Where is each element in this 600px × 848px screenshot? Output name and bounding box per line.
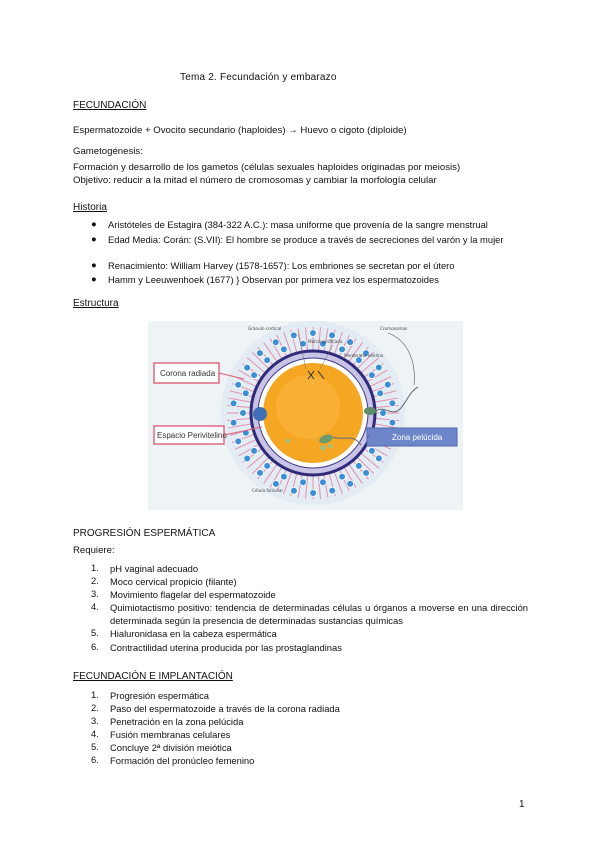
corona-cell <box>281 346 288 353</box>
list-item: 1. Progresión espermática <box>91 689 210 701</box>
list-item: ● Edad Media: Corán: (S.VII): El hombre se produce a través de secreciones del varón y la mujer <box>91 233 504 245</box>
corona-cell <box>257 470 264 477</box>
corona-cell <box>240 410 247 417</box>
corona-cell <box>281 473 288 480</box>
corona-cell <box>380 410 387 417</box>
corona-cell <box>300 479 307 486</box>
list-item: ● Renacimiento: William Harvey (1578-1657): Los embriones se secretan por el útero <box>91 259 455 271</box>
list-item: ● Hamm y Leeuwenhoek (1677) } Observan por primera vez los espermatozoides <box>91 273 439 285</box>
list-item: 2. Paso del espermatozoide a través de la corona radiada <box>91 702 340 714</box>
corona-cell <box>310 490 317 497</box>
corona-cell <box>291 487 298 494</box>
corona-cell <box>251 447 258 454</box>
section-heading-progresion: PROGRESIÓN ESPERMÁTICA <box>73 528 216 539</box>
list-item: 6. Formación del pronúcleo femenino <box>91 754 255 766</box>
corona-cell <box>329 332 336 339</box>
corona-cell <box>235 381 242 388</box>
polar-body <box>253 407 267 421</box>
equation-line: Espermatozoide + Ovocito secundario (haploides) → Huevo o cigoto (diploide) <box>73 125 407 136</box>
list-item: 1. pH vaginal adecuado <box>91 562 199 574</box>
section-heading-historia: Historia <box>73 202 107 213</box>
corona-cell <box>375 364 382 371</box>
corona-cell <box>389 400 396 407</box>
label-membrana: Membrana vitelina <box>344 353 384 358</box>
corona-cell <box>389 419 396 426</box>
callout-corona-text: Corona radiada <box>160 369 216 378</box>
corona-cell <box>257 350 264 357</box>
corona-cell <box>230 419 237 426</box>
corona-cell <box>355 463 362 470</box>
section-heading-fecundacion: FECUNDACIÓN <box>73 100 147 111</box>
gametogenesis-objective: Objetivo: reducir a la mitad el número de cromosomas y cambiar la morfología celular <box>73 175 437 186</box>
gametogenesis-definition: Formación y desarrollo de los gametos (células sexuales haploides originadas por meiosis) <box>73 162 461 173</box>
corona-cell <box>230 400 237 407</box>
corona-cell <box>300 340 307 347</box>
corona-cell <box>264 357 271 364</box>
page-number: 1 <box>519 799 525 810</box>
corona-cell <box>272 339 279 346</box>
label-matriz: Matriz gelificada <box>308 339 343 344</box>
list-item: 2. Moco cervical propicio (filante) <box>91 575 237 587</box>
corona-cell <box>347 480 354 487</box>
requires-label: Requiere: <box>73 545 115 556</box>
corona-cell <box>242 390 249 397</box>
list-item: 6. Contractilidad uterina producida por las prostaglandinas <box>91 641 342 653</box>
corona-cell <box>320 479 327 486</box>
document-title: Tema 2. Fecundación y embarazo <box>180 72 337 83</box>
corona-cell <box>384 381 391 388</box>
label-granulo-cortical: Gránulo cortical <box>248 326 282 331</box>
label-celula-folicular: Célula folicular <box>252 488 284 493</box>
corona-cell <box>347 339 354 346</box>
corona-cell <box>244 364 251 371</box>
corona-cell <box>244 455 251 462</box>
corona-cell <box>329 487 336 494</box>
ovocyte-diagram <box>148 321 463 510</box>
corona-cell <box>377 390 384 397</box>
corona-cell <box>272 480 279 487</box>
corona-cell <box>235 438 242 445</box>
corona-cell <box>339 346 346 353</box>
list-item: ● Aristóteles de Estagira (384-322 A.C.): masa uniforme que provenía de la sangre menstrual <box>91 218 488 230</box>
corona-cell <box>251 372 258 379</box>
list-item: 4. Fusión membranas celulares <box>91 728 231 740</box>
corona-cell <box>290 332 297 339</box>
callout-zona-text: Zona pelúcida <box>392 433 443 442</box>
section-heading-implantacion: FECUNDACIÓN E IMPLANTACIÓN <box>73 671 233 682</box>
list-item: 5. Hialuronidasa en la cabeza espermática <box>91 627 277 639</box>
callout-espacio-text: Espacio Perivitelino <box>157 431 227 440</box>
corona-cell <box>368 372 375 379</box>
list-item: 5. Concluye 2ª división meiótica <box>91 741 232 753</box>
corona-cell <box>264 463 271 470</box>
corona-cell <box>310 330 317 337</box>
gametogenesis-label: Gametogénesis: <box>73 146 143 157</box>
corona-cell <box>375 455 382 462</box>
corona-cell <box>368 447 375 454</box>
label-cromosomas: Cromosomas <box>380 326 408 331</box>
list-item: 3. Penetración en la zona pelúcida <box>91 715 244 727</box>
section-heading-estructura: Estructura <box>73 298 119 309</box>
corona-cell <box>363 469 370 476</box>
list-item: 4. Quimiotactismo positivo: tendencia de determinadas células u órganos a moverse en una dirección determinada según la presencia de determinadas sustancias químicas <box>91 601 528 626</box>
list-item: 3. Movimiento flagelar del espermatozoide <box>91 588 276 600</box>
corona-cell <box>339 473 346 480</box>
